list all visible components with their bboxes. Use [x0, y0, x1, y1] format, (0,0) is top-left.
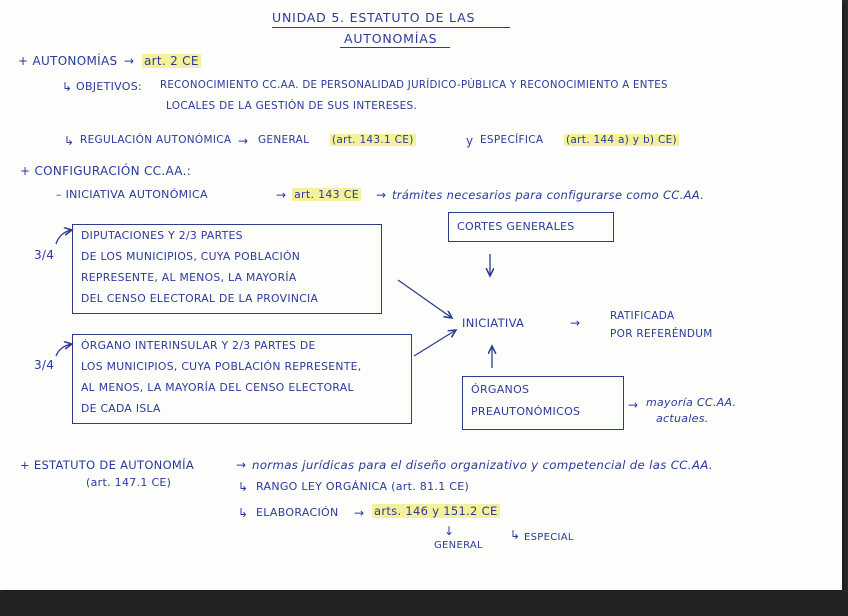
estatuto-desc: normas jurídicas para el diseño organizativo y competencial de las CC.AA.: [252, 458, 713, 472]
arrow-glyph: →: [570, 316, 581, 330]
iniciativa-label: – INICIATIVA AUTONÓMICA: [56, 188, 208, 201]
box-line: LOS MUNICIPIOS, CUYA POBLACIÓN REPRESENTE,: [81, 360, 362, 373]
regulacion-general-ref: (art. 143.1 CE): [332, 134, 414, 146]
regulacion-especifica: ESPECÍFICA: [480, 134, 544, 146]
branch-glyph: ↳: [62, 80, 73, 94]
box-line: ÓRGANO INTERINSULAR Y 2/3 PARTES DE: [81, 339, 316, 352]
regulacion-general: GENERAL: [258, 134, 310, 146]
autonomias-heading: + AUTONOMÍAS: [18, 54, 118, 68]
regulacion-y: y: [466, 134, 474, 148]
objetivos-label: OBJETIVOS:: [76, 80, 143, 93]
arrow-glyph: →: [628, 398, 639, 412]
box-line: REPRESENTE, AL MENOS, LA MAYORÍA: [81, 271, 297, 284]
fraction-top: 3/4: [34, 248, 55, 262]
branch-glyph: ↳: [64, 134, 75, 148]
elaboracion-ref: arts. 146 y 151.2 CE: [374, 504, 498, 518]
especial-label: ESPECIAL: [524, 532, 574, 543]
mayoria-line2: actuales.: [656, 412, 709, 425]
iniciativa-ref: art. 143 CE: [294, 188, 359, 201]
ratificada-line2: POR REFERÉNDUM: [610, 328, 713, 340]
autonomias-ref: art. 2 CE: [144, 54, 199, 68]
ratificada-line1: RATIFICADA: [610, 310, 675, 322]
mayoria-line1: mayoría CC.AA.: [646, 396, 737, 409]
branch-glyph: ↳: [510, 528, 521, 542]
configuracion-heading: + CONFIGURACIÓN CC.AA.:: [20, 164, 192, 178]
estatuto-heading: + ESTATUTO DE AUTONOMÍA: [20, 458, 195, 472]
branch-glyph: ↳: [238, 506, 249, 520]
box-line: DEL CENSO ELECTORAL DE LA PROVINCIA: [81, 292, 319, 305]
cortes-label: CORTES GENERALES: [457, 220, 575, 233]
page-title-line2: AUTONOMÍAS: [344, 31, 438, 46]
elaboracion-label: ELABORACIÓN: [256, 506, 339, 519]
arrow-glyph: →: [376, 188, 387, 202]
iniciativa-center: INICIATIVA: [462, 316, 525, 330]
organos-line: PREAUTONÓMICOS: [471, 405, 581, 418]
arrow-glyph: →: [276, 188, 287, 202]
regulacion-label: REGULACIÓN AUTONÓMICA: [80, 134, 232, 146]
objetivos-line2: LOCALES DE LA GESTIÓN DE SUS INTERESES.: [166, 100, 418, 112]
box-line: DE CADA ISLA: [81, 402, 161, 415]
fraction-bottom: 3/4: [34, 358, 55, 372]
estatuto-ref: (art. 147.1 CE): [86, 476, 172, 489]
scanner-bottom-edge: [0, 592, 848, 616]
organos-line: ÓRGANOS: [471, 383, 530, 396]
regulacion-especifica-ref: (art. 144 a) y b) CE): [566, 134, 677, 146]
general-label: GENERAL: [434, 540, 483, 551]
page-title-line1: UNIDAD 5. ESTATUTO DE LAS: [272, 10, 476, 25]
arrow-glyph: ↓: [444, 524, 455, 538]
iniciativa-desc: trámites necesarios para configurarse como CC.AA.: [392, 188, 705, 202]
arrow-glyph: →: [124, 54, 135, 68]
arrow-glyph: →: [236, 458, 247, 472]
box-line: DE LOS MUNICIPIOS, CUYA POBLACIÓN: [81, 250, 301, 263]
box-line: AL MENOS, LA MAYORÍA DEL CENSO ELECTORAL: [81, 381, 354, 394]
rango-text: RANGO LEY ORGÁNICA (art. 81.1 CE): [256, 480, 470, 493]
arrow-glyph: →: [238, 134, 249, 148]
arrow-glyph: →: [354, 506, 365, 520]
box-line: DIPUTACIONES Y 2/3 PARTES: [81, 229, 243, 242]
branch-glyph: ↳: [238, 480, 249, 494]
objetivos-line1: RECONOCIMIENTO CC.AA. DE PERSONALIDAD JURÍDICO-PÚBLICA Y RECONOCIMIENTO A ENTES: [160, 80, 668, 91]
